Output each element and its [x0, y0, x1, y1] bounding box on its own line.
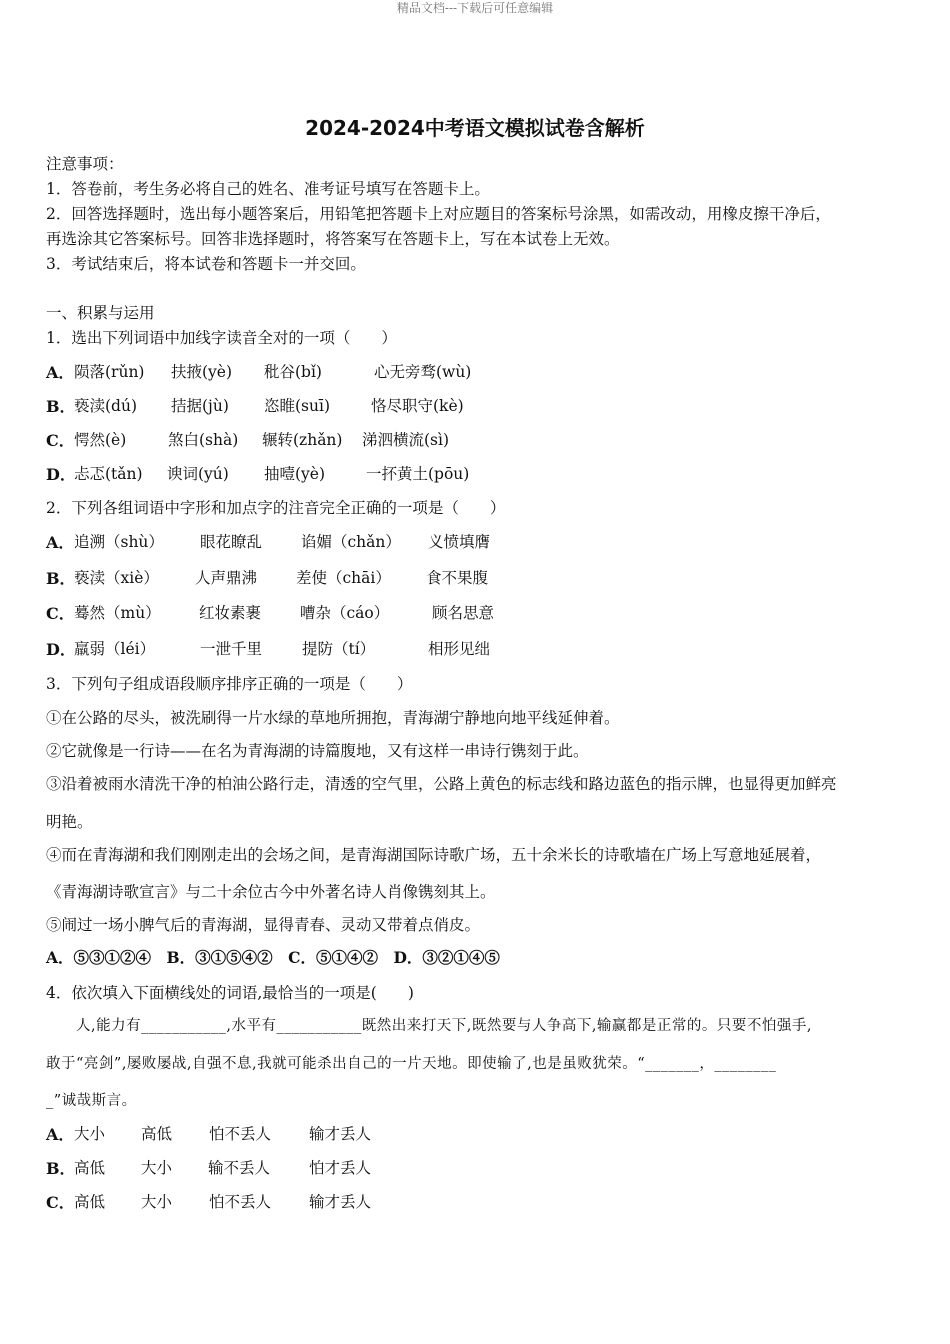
section-heading: 一、积累与运用 [46, 304, 155, 322]
notice-line: 1．答卷前，考生务必将自己的姓名、准考证号填写在答题卡上。 [46, 180, 490, 198]
option-item: 嘈杂（cáo） [300, 604, 390, 622]
option-item: 抽噎(yè) [264, 465, 326, 483]
option-item: 一泄千里 [200, 640, 263, 658]
option-item: 亵渎（xiè） [74, 569, 159, 587]
option-item: 食不果腹 [426, 569, 489, 587]
option-label: D． [46, 640, 76, 659]
q3-sentence: ④而在青海湖和我们刚刚走出的会场之间，是青海湖国际诗歌广场，五十余米长的诗歌墙在广场上写意地延展着， [46, 846, 822, 864]
q4-passage-line: _”诚哉斯言。 [46, 1093, 137, 1109]
option-label: C． [46, 1193, 75, 1212]
option-item: 一抔黄土(pōu) [366, 465, 470, 483]
q4-stem: 4．依次填入下面横线处的词语,最恰当的一项是( ) [46, 984, 414, 1002]
option-label: D． [46, 465, 76, 484]
q3-sentence: ③沿着被雨水清洗干净的柏油公路行走，清透的空气里，公路上黄色的标志线和路边蓝色的指示牌，也显得更加鲜亮 [46, 775, 837, 793]
option-item: 眼花瞭乱 [200, 533, 263, 551]
option-item: 提防（tí） [302, 640, 376, 658]
q3-sentence-cont: 明艳。 [46, 813, 93, 831]
option-item: 差使（chāi） [296, 569, 391, 587]
option-item: 心无旁骛(wù) [374, 363, 472, 381]
option-item: 顾名思意 [432, 604, 495, 622]
option-item: 秕谷(bǐ) [264, 363, 322, 381]
option-item: 义愤填膺 [428, 533, 491, 551]
option-item: 忐忑(tǎn) [74, 465, 143, 483]
option-item: 高低 [141, 1125, 173, 1143]
option-item: 输才丢人 [309, 1193, 372, 1211]
option-item: 羸弱（léi） [74, 640, 156, 658]
option-label: B． [46, 1159, 76, 1178]
option-item: 怕才丢人 [309, 1159, 372, 1177]
q3-answers: A．⑤③①②④ B．③①⑤④② C．⑤①④② D．③②①④⑤ [46, 948, 500, 967]
q4-passage-line: 人,能力有___________,水平有___________既然出来打天下,既然要与人争高下,输赢都是正常的。只要不怕强手, [46, 1018, 813, 1034]
option-item: 拮据(jù) [171, 397, 229, 415]
option-item: 蓦然（mù） [74, 604, 161, 622]
option-item: 煞白(shà) [168, 431, 239, 449]
notice-line: 3．考试结束后，将本试卷和答题卡一并交回。 [46, 255, 366, 273]
option-label: A． [46, 533, 75, 552]
option-item: 大小 [74, 1125, 106, 1143]
option-item: 辗转(zhǎn) [262, 431, 343, 449]
notice-line: 2．回答选择题时，选出每小题答案后，用铅笔把答题卡上对应题目的答案标号涂黑，如需改动，用橡皮擦干净后， [46, 205, 831, 223]
option-item: 高低 [74, 1193, 106, 1211]
q3-sentence: ②它就像是一行诗——在名为青海湖的诗篇腹地，又有这样一串诗行镌刻于此。 [46, 742, 589, 760]
option-item: 陨落(rǔn) [74, 363, 145, 381]
option-item: 人声鼎沸 [195, 569, 258, 587]
option-item: 相形见绌 [428, 640, 491, 658]
notice-line: 再选涂其它答案标号。回答非选择题时，将答案写在答题卡上，写在本试卷上无效。 [46, 230, 620, 248]
page-header: 精品文档---下载后可任意编辑 [396, 1, 554, 15]
option-item: 谀词(yú) [167, 465, 229, 483]
page-title: 2024-2024中考语文模拟试卷含解析 [305, 116, 645, 140]
q1-stem: 1．选出下列词语中加线字读音全对的一项（ ） [46, 329, 397, 347]
option-label: C． [46, 431, 75, 450]
option-item: 大小 [141, 1193, 173, 1211]
q3-sentence-cont: 《青海湖诗歌宣言》与二十余位古今中外著名诗人肖像镌刻其上。 [46, 883, 496, 901]
option-item: 追溯（shù） [74, 533, 164, 551]
q3-sentence: ①在公路的尽头，被洗刷得一片水绿的草地所拥抱，青海湖宁静地向地平线延伸着。 [46, 709, 620, 727]
option-item: 愕然(è) [74, 431, 127, 449]
q3-stem: 3．下列句子组成语段顺序排序正确的一项是（ ） [46, 675, 413, 693]
option-item: 谄媚（chǎn） [301, 533, 401, 551]
option-item: 恪尽职守(kè) [371, 397, 464, 415]
option-item: 输才丢人 [309, 1125, 372, 1143]
notice-heading: 注意事项： [46, 155, 124, 173]
option-label: A． [46, 1125, 75, 1144]
option-item: 扶掖(yè) [171, 363, 233, 381]
option-item: 输不丢人 [208, 1159, 271, 1177]
q2-stem: 2．下列各组词语中字形和加点字的注音完全正确的一项是（ ） [46, 499, 506, 517]
option-item: 涕泗横流(sì) [362, 431, 450, 449]
option-label: C． [46, 604, 75, 623]
option-item: 大小 [141, 1159, 173, 1177]
option-item: 亵渎(dú) [74, 397, 137, 415]
q4-passage-line: 敢于“亮剑”,屡败屡战,自强不息,我就可能杀出自己的一片天地。即使输了,也是虽败犹荣。“_______，________ [46, 1056, 777, 1072]
option-item: 怕不丢人 [209, 1125, 272, 1143]
option-item: 怕不丢人 [209, 1193, 272, 1211]
option-label: B． [46, 569, 76, 588]
option-item: 恣睢(suī) [264, 397, 330, 415]
option-label: B． [46, 397, 76, 416]
option-item: 高低 [74, 1159, 106, 1177]
option-label: A． [46, 363, 75, 382]
q3-sentence: ⑤闹过一场小脾气后的青海湖，显得青春、灵动又带着点俏皮。 [46, 916, 481, 934]
option-item: 红妆素裹 [199, 604, 262, 622]
